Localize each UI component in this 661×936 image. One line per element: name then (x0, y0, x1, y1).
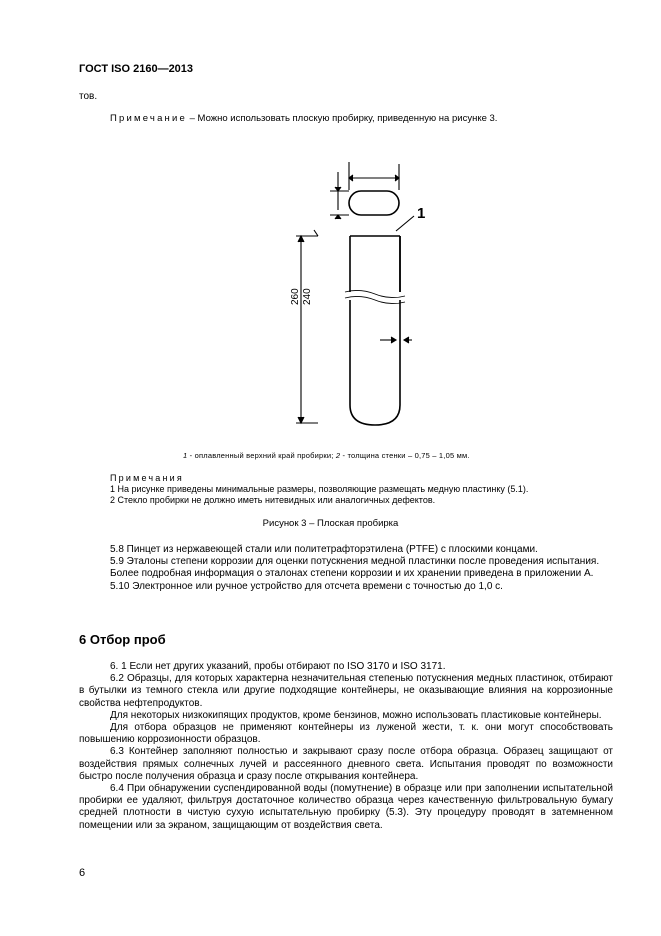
paragraph-low-boiling: Для некоторых низкокипящих продуктов, кроме бензинов, можно использовать пластиковые контейнеры. (110, 709, 602, 721)
tube-cross-section (349, 191, 399, 215)
paragraph-more-info: Более подробная информация о эталонах степени коррозии и их хранении приведена в приложении А. (110, 568, 594, 580)
figure-notes (110, 473, 528, 506)
figure-title: Рисунок 3 – Плоская пробирка (262, 518, 399, 529)
dim-260-label: 260 (290, 288, 301, 305)
section-5-text (79, 544, 613, 593)
note-1: 1 На рисунке приведены минимальные размеры, позволяющие размещать медную пластинку (5.1). (110, 484, 529, 494)
paragraph-5-8: 5.8 Пинцет из нержавеющей стали или политетрафторэтилена (PTFE) с плоскими концами. (110, 544, 538, 555)
figure-legend (183, 451, 470, 460)
note-text: – Можно использовать плоскую пробирку, приведенную на рисунке 3. (187, 113, 498, 124)
continuation-text: тов. (79, 91, 98, 102)
section-6-text (79, 661, 613, 832)
paragraph-6-2: 6.2 Образцы, для которых характерна незначительная степенью потускнения медных пластинок, отбирают в бутылки из темного стекла или другие подходящие контейнеры, не оказывающие влияния на коррозионные свойства нефтепродуктов. (79, 673, 613, 709)
note-2: 2 Стекло пробирки не должно иметь нитевидных или аналогичных дефектов. (110, 495, 436, 505)
note-label: Примечание (110, 113, 187, 124)
tube-body (350, 236, 400, 425)
callout-number: 1 (417, 205, 426, 222)
paragraph-tin-containers: Для отбора образцов не применяют контейнеры из луженой жести, т. к. они могут способствовать повышению коррозионности образцов. (79, 722, 613, 746)
document-header: ГОСТ ISO 2160—2013 (79, 63, 194, 75)
dim-240-label: 240 (302, 288, 313, 305)
paragraph-6-3: 6.3 Контейнер заполняют полностью и закрывают сразу после отбора образца. Образец защищают от воздействия прямых солнечных лучей и рассеянного дневного света. Испытания проводят по возможности быстро после получения образца и сразу после открывания контейнера. (79, 746, 613, 782)
legend-text-2: - толщина стенки – 0,75 – 1,05 мм. (340, 451, 470, 460)
paragraph-5-10: 5.10 Электронное или ручное устройство для отсчета времени с точностью до 1,0 с. (110, 580, 503, 592)
section-heading: 6 Отбор проб (79, 632, 166, 647)
legend-num-2: 2 (335, 451, 341, 460)
note-top (110, 113, 497, 124)
flat-test-tube-figure (270, 152, 470, 442)
page-number: 6 (79, 867, 86, 879)
paragraph-5-9: 5.9 Эталоны степени коррозии для оценки потускнения медной пластинки после проведения испытания. (110, 556, 600, 568)
paragraph-6-4: 6.4 При обнаружении суспендированной воды (помутнение) в образце или при заполнении испытательной пробирки ее удаляют, фильтруя достаточное количество образца через качественную фильтровальную бумагу средней плотности в чистую сухую испытательную пробирку (5.3). Эту процедуру проводят в затемненном помещении или за экраном, защищающим от воздействия света. (79, 783, 613, 831)
paragraph-6-1: 6. 1 Если нет других указаний, пробы отбирают по ISO 3170 и ISO 3171. (110, 661, 446, 672)
notes-label: Примечания (110, 473, 184, 483)
legend-text-1: - оплавленный верхний край пробирки; (187, 451, 336, 460)
legend-num-1: 1 (183, 451, 188, 460)
